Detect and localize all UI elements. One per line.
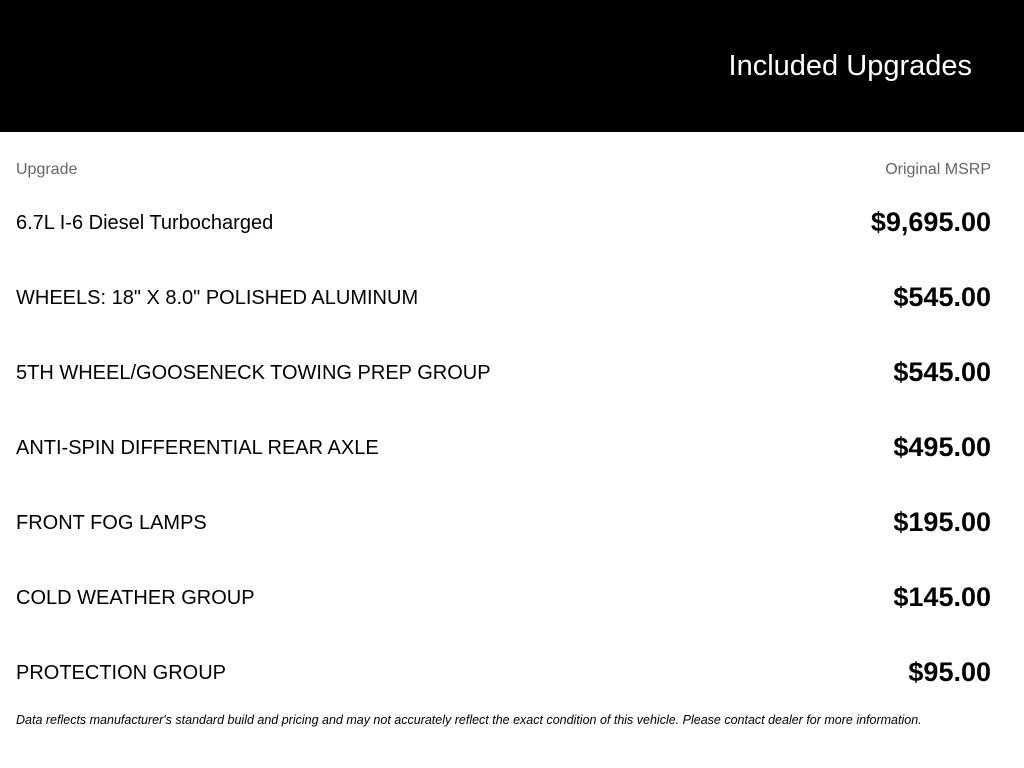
upgrade-name: PROTECTION GROUP (16, 662, 227, 684)
upgrade-name: ANTI-SPIN DIFFERENTIAL REAR AXLE (16, 437, 379, 459)
upgrade-price: $545.00 (893, 282, 991, 312)
page-title: Included Upgrades (728, 50, 972, 82)
upgrade-list (16, 197, 991, 722)
upgrade-row (16, 347, 991, 422)
upgrade-name: FRONT FOG LAMPS (16, 512, 207, 534)
column-header-msrp: Original MSRP (885, 161, 991, 178)
upgrade-price: $145.00 (893, 582, 991, 612)
upgrade-price: $545.00 (893, 357, 991, 387)
upgrade-price: $9,695.00 (870, 207, 991, 237)
upgrade-name: COLD WEATHER GROUP (16, 587, 255, 609)
upgrade-row (16, 422, 991, 497)
upgrade-price: $195.00 (893, 507, 991, 537)
upgrade-name: WHEELS: 18" X 8.0" POLISHED ALUMINUM (16, 287, 419, 309)
upgrade-row (16, 197, 991, 272)
upgrade-name: 5TH WHEEL/GOOSENECK TOWING PREP GROUP (16, 362, 491, 384)
header-banner (0, 0, 1024, 132)
upgrade-row (16, 572, 991, 647)
upgrade-price: $495.00 (893, 432, 991, 462)
upgrade-row (16, 272, 991, 347)
upgrade-name: 6.7L I-6 Diesel Turbocharged (16, 212, 274, 234)
upgrade-price: $95.00 (908, 657, 991, 687)
column-header-upgrade: Upgrade (16, 161, 78, 178)
column-headers (16, 159, 991, 181)
disclaimer-text: Data reflects manufacturer's standard build and pricing and may not accurately reflect the exact condition of this vehicle. Please contact dealer for more information. (16, 713, 922, 727)
upgrade-row (16, 497, 991, 572)
